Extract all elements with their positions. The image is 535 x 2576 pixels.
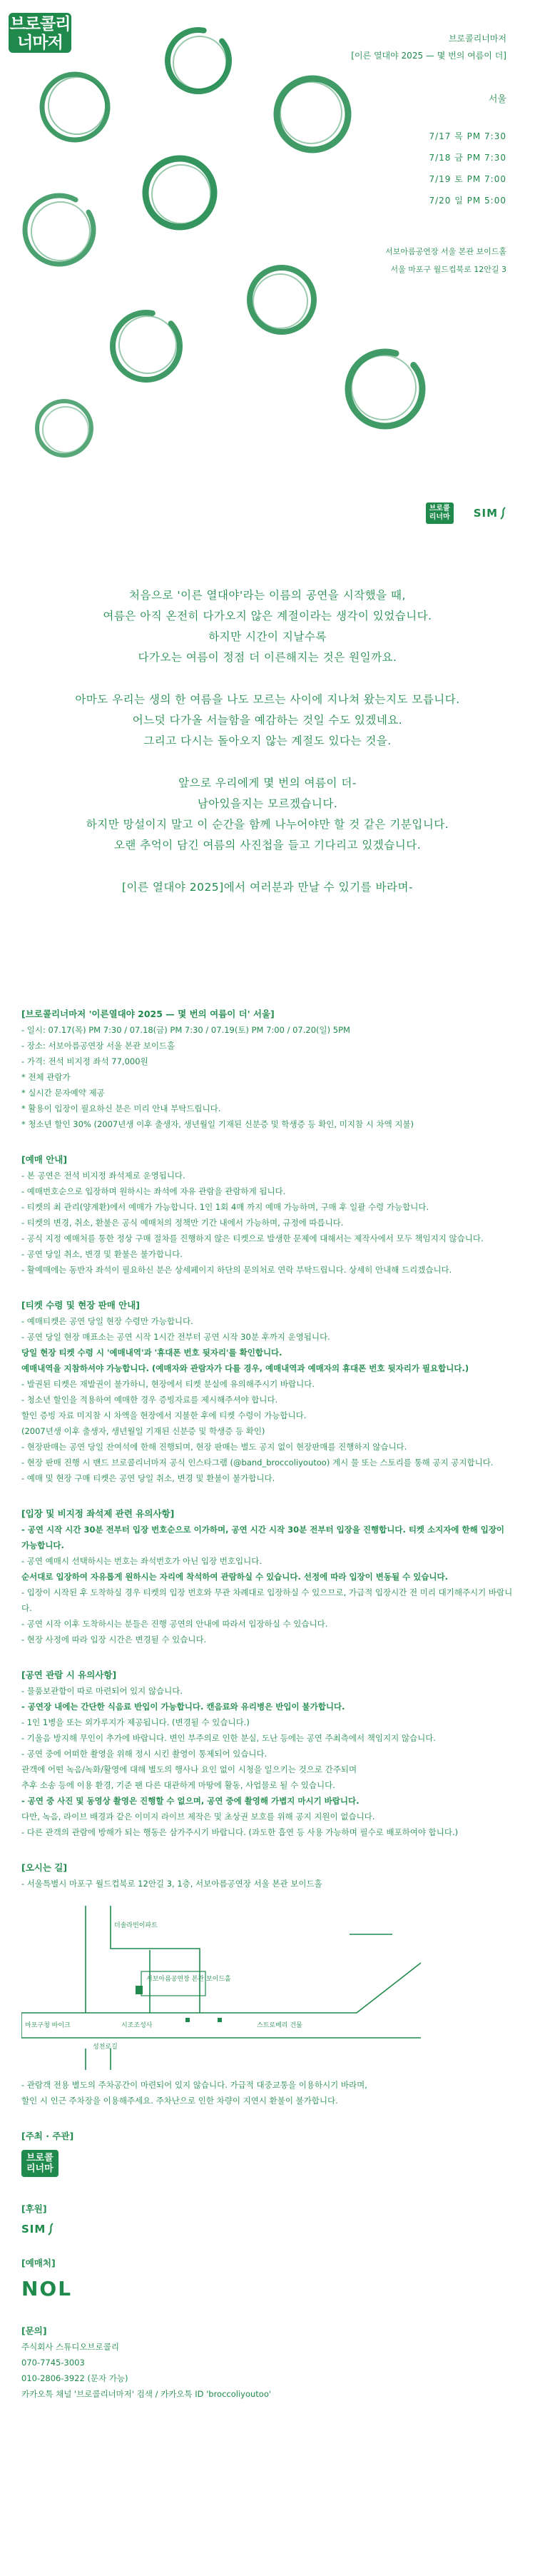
notice-line: - 물품보관함이 따로 마련되어 있지 않습니다. (21, 1686, 183, 1696)
entry-line: - 현장 사정에 따라 입장 시간은 변경될 수 있습니다. (21, 1635, 207, 1645)
intro-line: 그리고 다시는 돌아오지 않는 계절도 있다는 것을. (143, 734, 392, 747)
info-line: * 실시간 문자예약 제공 (21, 1088, 105, 1098)
intro-line: 남아있을지는 모르겠습니다. (197, 797, 338, 810)
city-label: 서울 (488, 94, 506, 105)
poster (0, 0, 535, 542)
booking-line: - 활예매에는 동반자 좌석이 필요하신 분은 상세페이지 하단의 문의처로 연락 부탁드립니다. 상세히 안내해 드리겠습니다. (21, 1265, 452, 1275)
section-title: [예매처] (21, 2258, 56, 2268)
notice-line: 관객에 어떤 녹음/녹화/활영에 대해 별도의 행사나 요인 없이 시청을 일으키는 것으로 간주되며 (21, 1764, 357, 1774)
notice-line: - 공연 중에 어떠한 촬영을 위해 정시 시킨 촬영이 통제되어 있습니다. (21, 1749, 268, 1759)
schedule-item: 7/20 일 PM 5:00 (429, 196, 506, 206)
section-title: [예매 안내] (21, 1154, 68, 1165)
section-title: [티켓 수령 및 현장 판매 안내] (21, 1300, 141, 1310)
map-label-left2: 시조조성사 (121, 2022, 153, 2029)
tickets-line: - 예매티켓은 공연 당일 현장 수령만 가능합니다. (21, 1316, 193, 1326)
notice-line: - 1인 1병을 또는 외가루지가 제공됩니다. (변경될 수 있습니다.) (21, 1717, 250, 1727)
booking-line: - 예매번호순으로 입장하며 원하시는 좌석에 자유 관람을 관람하게 됩니다. (21, 1186, 286, 1196)
contact-section (21, 2323, 514, 2402)
info-line: - 일시: 07.17(목) PM 7:30 / 07.18(금) PM 7:30 / 07.19(토) PM 7:00 / 07.20(일) 5PM (21, 1025, 350, 1035)
intro-line: 어느덧 다가올 서늘함을 예감하는 것일 수도 있겠네요. (132, 714, 403, 727)
schedule-item: 7/19 토 PM 7:00 (429, 174, 506, 184)
section-title: [브로콜리너마저 '이른열대야 2025 — 몇 번의 여름이 더' 서울] (21, 1009, 275, 1019)
tickets-line: (2007년생 이후 출생자, 생년월일 기재된 신분증 및 학생증 등 확인) (21, 1426, 265, 1436)
section-title: [주최 · 주관] (21, 2131, 74, 2141)
notice-line: 다만, 녹음, 라이브 배경과 같은 이미지 라이브 제작은 및 초상권 보호를 위해 공지 지원이 없습니다. (21, 1812, 375, 1822)
notice-line: - 공연 중 사진 및 동영상 촬영은 진행할 수 없으며, 공연 중에 촬영해 가볍지 마시기 바랍니다. (21, 1796, 360, 1806)
info-line: - 장소: 서보아름공연장 서울 본관 보이드홀 (21, 1041, 175, 1051)
section-title: [문의] (21, 2325, 47, 2336)
band-logo-small: 브로콜 리너마 (426, 502, 454, 524)
intro-line: 여름은 아직 온전히 다가오지 않은 계절이라는 생각이 있었습니다. (103, 610, 432, 622)
map-label-top: 더솔라빈이파트 (114, 1922, 158, 1929)
contact-line: 010-2806-3922 (문자 가능) (21, 2373, 128, 2383)
booking-line: - 공연 당일 취소, 변경 및 환불은 불가합니다. (21, 1249, 183, 1259)
section-title: [공연 관람 시 유의사항] (21, 1670, 117, 1680)
section-title: [오시는 길] (21, 1862, 68, 1873)
map-label-venue: 서보아름공연장 본관 보이드홀 (146, 1976, 231, 1983)
notice-line: - 공연장 내에는 간단한 식음료 반입이 가능합니다. 캔음료와 유리병은 반입이 불가합니다. (21, 1702, 345, 1712)
entry-line: - 공연 시작 이후 도착하시는 분들은 진행 공연의 안내에 따라서 입장하실 수 있습니다. (21, 1619, 328, 1629)
tickets-line: 예매내역을 지참하셔야 가능합니다. (예매자와 관람자가 다를 경우, 예매내역과 예매자의 휴대폰 번호 뒷자리가 필요합니다.) (21, 1363, 469, 1373)
intro-line: 앞으로 우리에게 몇 번의 여름이 더- (178, 777, 357, 789)
intro-closing: [이른 열대야 2025]에서 여러분과 만날 수 있기를 바라며- (121, 881, 414, 894)
tickets-line: - 예매 및 현장 구매 티켓은 공연 당일 취소, 변경 및 환불이 불가합니다. (21, 1473, 275, 1483)
venue-info (385, 243, 506, 278)
concert-title: [이른 열대야 2025 — 몇 번의 여름이 더] (351, 51, 506, 61)
tickets-line: - 현장 판매 진행 시 밴드 브로콜리너마저 공식 인스타그램 (@band_broccoliyoutoo) 계시 물 또는 스토리를 통해 공지 공지합니다. (21, 1458, 494, 1468)
map-label-right: 스트로베리 건물 (257, 2022, 302, 2029)
intro-line: 하지만 시간이 지날수록 (208, 630, 327, 643)
map-label-left-bus: 마포구청 바이크 (25, 2022, 71, 2029)
contact-line: 주식회사 스튜디오브로콜리 (21, 2342, 119, 2352)
schedule-item: 7/18 금 PM 7:30 (429, 153, 506, 163)
entry-line: 순서대로 입장하여 자유롭게 원하시는 자리에 착석하여 관람하실 수 있습니다. 선정에 따라 입장이 변동될 수 있습니다. (21, 1572, 449, 1582)
parking-note: 할인 시 인근 주차장을 이용해주세요. 주차난으로 인한 차량이 지연시 환불이 불가합니다. (21, 2096, 338, 2106)
sim-swash-icon (499, 507, 506, 520)
tickets-line: - 현장판매는 공연 당일 잔여석에 한해 진행되며, 현장 판매는 별도 공지 없이 현장판매를 진행하지 않습니다. (21, 1442, 407, 1452)
section-title: [입장 및 비지정 좌석제 관련 유의사항] (21, 1508, 175, 1519)
band-name: 브로콜리너마저 (448, 34, 506, 44)
ticket-section (21, 1298, 514, 1486)
organizer-logo: 브로콜 리너마 (21, 2150, 58, 2177)
notice-section (21, 1667, 514, 1840)
nol-logo: NOL (21, 2277, 73, 2300)
tickets-line: - 청소년 할인을 적용하여 예매한 경우 증빙자료를 제시해주셔야 합니다. (21, 1395, 278, 1405)
tickets-line: 당일 현장 티켓 수령 시 '예매내역'과 '휴대폰 번호 뒷자리'를 확인합니다. (21, 1348, 282, 1358)
location-map (21, 1906, 421, 2070)
schedule-list (429, 126, 506, 211)
section-title: [후원] (21, 2203, 47, 2214)
venue-name: 서보아름공연장 서울 본관 보이드홀 (385, 247, 506, 256)
address-line: - 서울특별시 마포구 월드컵북로 12안길 3, 1층, 서보아름공연장 서울 본관 보이드홀 (21, 1879, 322, 1889)
booking-line: - 공식 지정 예매처를 통한 정상 구매 절차를 진행하지 않은 티켓으로 발생한 문제에 대해서는 제작사에서 모두 책임지지 않습니다. (21, 1233, 484, 1243)
sim-swash-icon (47, 2223, 54, 2236)
notice-line: 추후 소송 등에 이용 환경, 기준 팬 다른 대관하게 마땅에 활동, 사업물로 될 수 있습니다. (21, 1780, 335, 1790)
info-sections (21, 1006, 514, 2402)
brand-logos (426, 502, 506, 524)
tickets-line: - 공연 당일 현장 매표소는 공연 시작 1시간 전부터 공연 시작 30분 후까지 운영됩니다. (21, 1332, 330, 1342)
entry-section (21, 1506, 514, 1647)
notice-line: - 다른 관객의 관람에 방해가 되는 행동은 삼가주시기 바랍니다. (과도한 흡연 등 사용 가능하며 필수로 배포하여야 합니다.) (21, 1827, 459, 1837)
contact-line: 070-7745-3003 (21, 2358, 85, 2368)
entry-line: - 공연 예매시 선택하시는 번호는 좌석번호가 아닌 입장 번호입니다. (21, 1556, 262, 1566)
intro-line: 아마도 우리는 생의 한 여름을 나도 모르는 사이에 지나쳐 왔는지도 모릅니다. (75, 693, 460, 706)
sponsor-section (21, 2201, 514, 2236)
tickets-line: - 발권된 티켓은 재발권이 불가하니, 현장에서 티켓 분실에 유의해주시기 바랍니다. (21, 1379, 315, 1389)
intro-line: 오랜 추억이 담긴 여름의 사진첩을 들고 기다리고 있겠습니다. (113, 839, 422, 852)
intro-line: 다가오는 여름이 정점 더 이른해지는 것은 원일까요. (138, 651, 397, 664)
schedule-item: 7/17 목 PM 7:30 (429, 131, 506, 141)
info-line: - 가격: 전석 비지정 좌석 77,000원 (21, 1056, 148, 1066)
intro-text (0, 585, 535, 898)
booking-line: - 본 공연은 전석 비지정 좌석제로 운영됩니다. (21, 1171, 185, 1181)
directions-section (21, 1860, 514, 2108)
info-line: * 전체 관람가 (21, 1072, 71, 1082)
sponsor-logo: SIM (21, 2223, 514, 2236)
venue-marker-icon (136, 1986, 143, 1994)
tickets-line: 할인 증빙 자료 미지참 시 차액을 현장에서 지불한 후에 티켓 수령이 가능합니다. (21, 1410, 307, 1420)
booking-section (21, 1152, 514, 1278)
sim-logo: SIM (474, 507, 506, 520)
map-label-bottom: 성천로길 (93, 2044, 118, 2051)
entry-line: - 입장이 시작된 후 도착하실 경우 티켓의 입장 번호와 무관 차례대로 입장하실 수 있으므로, 가급적 입장시간 전 미리 대기해주시기 바랍니다. (21, 1587, 513, 1613)
parking-note: - 관람객 전용 별도의 주차공간이 마련되어 있지 않습니다. 가급적 대중교통을 이용하시기 바라며, (21, 2080, 367, 2090)
ticketing-section (21, 2256, 514, 2300)
entry-line: - 공연 시작 시간 30분 전부터 입장 번호순으로 이가하며, 공연 시간 시작 30분 전부터 입장을 진행합니다. 티켓 소지자에 한해 입장이 가능합니다. (21, 1525, 505, 1550)
band-logo: 브로콜리 너마저 (9, 13, 71, 53)
intro-line: 처음으로 '이른 열대야'라는 이름의 공연을 시작했을 때, (129, 589, 406, 602)
notice-line: - 기울음 방지해 무인이 추가에 바랍니다. 변인 부주의로 인한 분실, 도난 등에는 공연 주최측에서 책임지지 않습니다. (21, 1733, 436, 1743)
poster-heading (351, 30, 506, 64)
intro-line: 하지만 망설이지 말고 이 순간을 함께 나누어야만 할 것 같은 기분입니다. (86, 818, 449, 831)
organizer-section (21, 2128, 514, 2181)
booking-line: - 티켓의 최 관리(양계환)에서 예매가 가능합니다. 1인 1회 4매 까지 예매 가능하며, 구매 후 일괄 수령 가능합니다. (21, 1202, 429, 1212)
contact-line: 카카오톡 채널 '브로콜리너마저' 검색 / 카카오톡 ID 'broccoliyoutoo' (21, 2389, 272, 2399)
booking-line: - 티켓의 변경, 취소, 환불은 공식 예매처의 정책만 기간 내에서 가능하며, 규정에 따릅니다. (21, 1218, 344, 1228)
info-line: * 청소년 할인 30% (2007년생 이후 출생자, 생년월일 기재된 신분증 및 학생증 등 확인, 미지참 시 차액 지불) (21, 1119, 414, 1129)
info-line: * 활용이 입장이 필요하신 분은 미리 안내 부탁드립니다. (21, 1103, 221, 1113)
concert-info-section (21, 1006, 514, 1132)
venue-address: 서울 마포구 월드컵북로 12안길 3 (390, 265, 506, 274)
